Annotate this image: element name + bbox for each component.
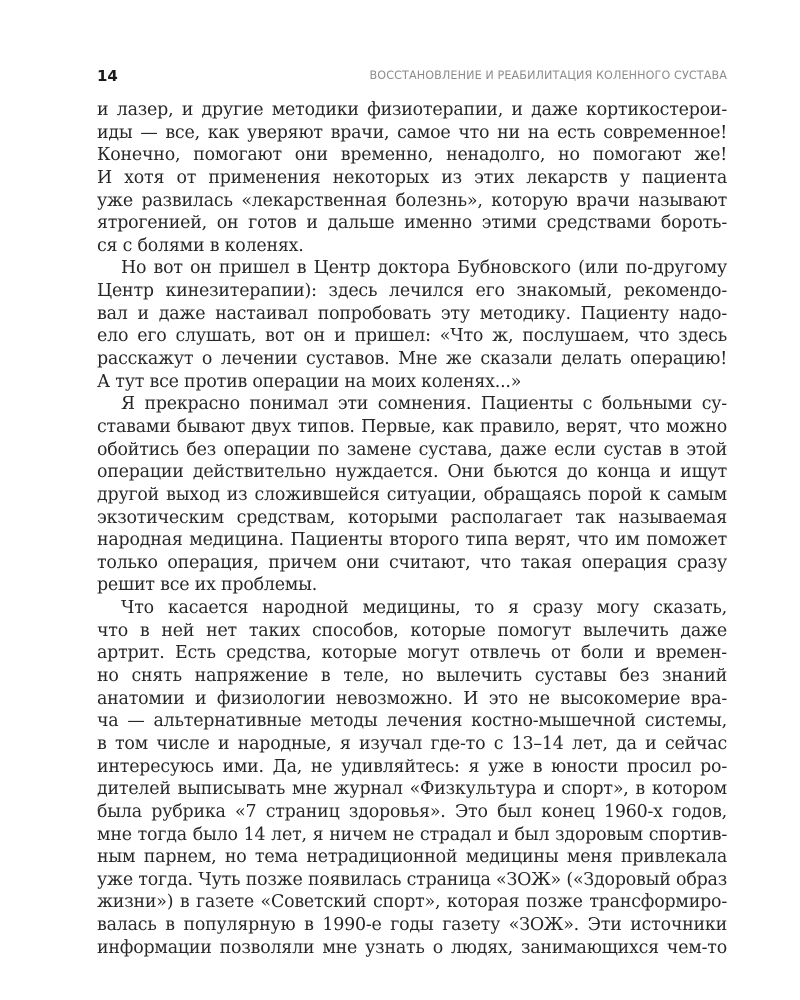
text-line: только операция, причем они считают, что такая операция сразу (97, 552, 727, 573)
text-line: Но вот он пришел в Центр доктора Бубновского (или по-другому (121, 258, 727, 279)
text-line: Конечно, помогают они временно, ненадолго, но помогают же! (97, 145, 727, 166)
text-line: другой выход из сложившейся ситуации, обращаясь порой к самым (97, 484, 727, 505)
text-line: экзотическим средствам, которыми располагает так называемая (97, 507, 727, 528)
text-line: в том числе и народные, я изучал где-то с 13–14 лет, да и сейчас (97, 733, 727, 754)
text-line: артрит. Есть средства, которые могут отвлечь от боли и времен- (97, 643, 727, 664)
text-line: информации позволяли мне узнать о людях, занимающихся чем-то (97, 937, 727, 958)
text-line: И хотя от применения некоторых из этих лекарств у пациента (97, 167, 727, 188)
text-line: интересуюсь ими. Да, не удивляйтесь: я уже в юности просил ро- (97, 756, 727, 777)
body-text (97, 99, 727, 959)
running-header-title: ВОССТАНОВЛЕНИЕ И РЕАБИЛИТАЦИЯ КОЛЕННОГО СУСТАВА (369, 69, 727, 82)
text-line: анатомии и физиологии невозможно. И это не высокомерие вра- (97, 688, 727, 709)
text-line: и лазер, и другие методики физиотерапии, и даже кортикостерои- (97, 100, 727, 120)
text-line: А тут все против операции на моих коленях...» (97, 371, 522, 392)
running-header (97, 66, 727, 86)
text-line: уже тогда. Чуть позже появилась страница «ЗОЖ» («Здоровый образ (97, 869, 727, 890)
text-line: операции действительно нуждается. Они бьются до конца и ищут (97, 462, 727, 483)
text-line: дителей выписывать мне журнал «Физкультура и спорт», в котором (97, 779, 727, 800)
text-line: что в ней нет таких способов, которые помогут вылечить даже (97, 620, 727, 641)
text-line: расскажут о лечении суставов. Мне же сказали делать операцию! (97, 349, 727, 370)
text-line: ятрогенией, он готов и дальше именно этими средствами бороть- (97, 213, 727, 234)
text-line: обойтись без операции по замене сустава, даже если сустав в этой (97, 439, 727, 460)
text-line: ся с болями в коленях. (97, 235, 304, 256)
text-line: иды — все, как уверяют врачи, самое что ни на есть современное! (97, 122, 727, 143)
text-line: ставами бывают двух типов. Первые, как правило, верят, что можно (97, 416, 727, 437)
text-line: ным парнем, но тема нетрадиционной медицины меня привлекала (97, 847, 727, 868)
text-line: Центр кинезитерапии): здесь лечился его знакомый, рекомендо- (97, 281, 727, 302)
text-line: народная медицина. Пациенты второго типа верят, что им поможет (97, 530, 727, 551)
text-line: мне тогда было 14 лет, я ничем не страдал и был здоровым спортив- (97, 824, 727, 845)
text-line: Я прекрасно понимал эти сомнения. Пациенты с больными су- (121, 394, 727, 415)
text-line: уже развилась «лекарственная болезнь», которую врачи называют (97, 190, 727, 211)
text-line: вал и даже настаивал попробовать эту методику. Пациенту надо- (97, 303, 727, 324)
text-line: жизни») в газете «Советский спорт», которая позже трансформиро- (97, 892, 727, 913)
text-line: была рубрика «7 страниц здоровья». Это был конец 1960-х годов, (97, 801, 727, 822)
text-line: решит все их проблемы. (97, 575, 318, 596)
text-line: ча — альтернативные методы лечения костно-мышечной системы, (97, 711, 727, 732)
text-line: ело его слушать, вот он и пришел: «Что ж, послушаем, что здесь (97, 326, 727, 347)
text-line: но снять напряжение в теле, но вылечить суставы без знаний (97, 666, 727, 687)
text-line: валась в популярную в 1990-е годы газету «ЗОЖ». Эти источники (97, 915, 727, 936)
text-line: Что касается народной медицины, то я сразу могу сказать, (121, 598, 727, 619)
page-number: 14 (97, 67, 118, 85)
